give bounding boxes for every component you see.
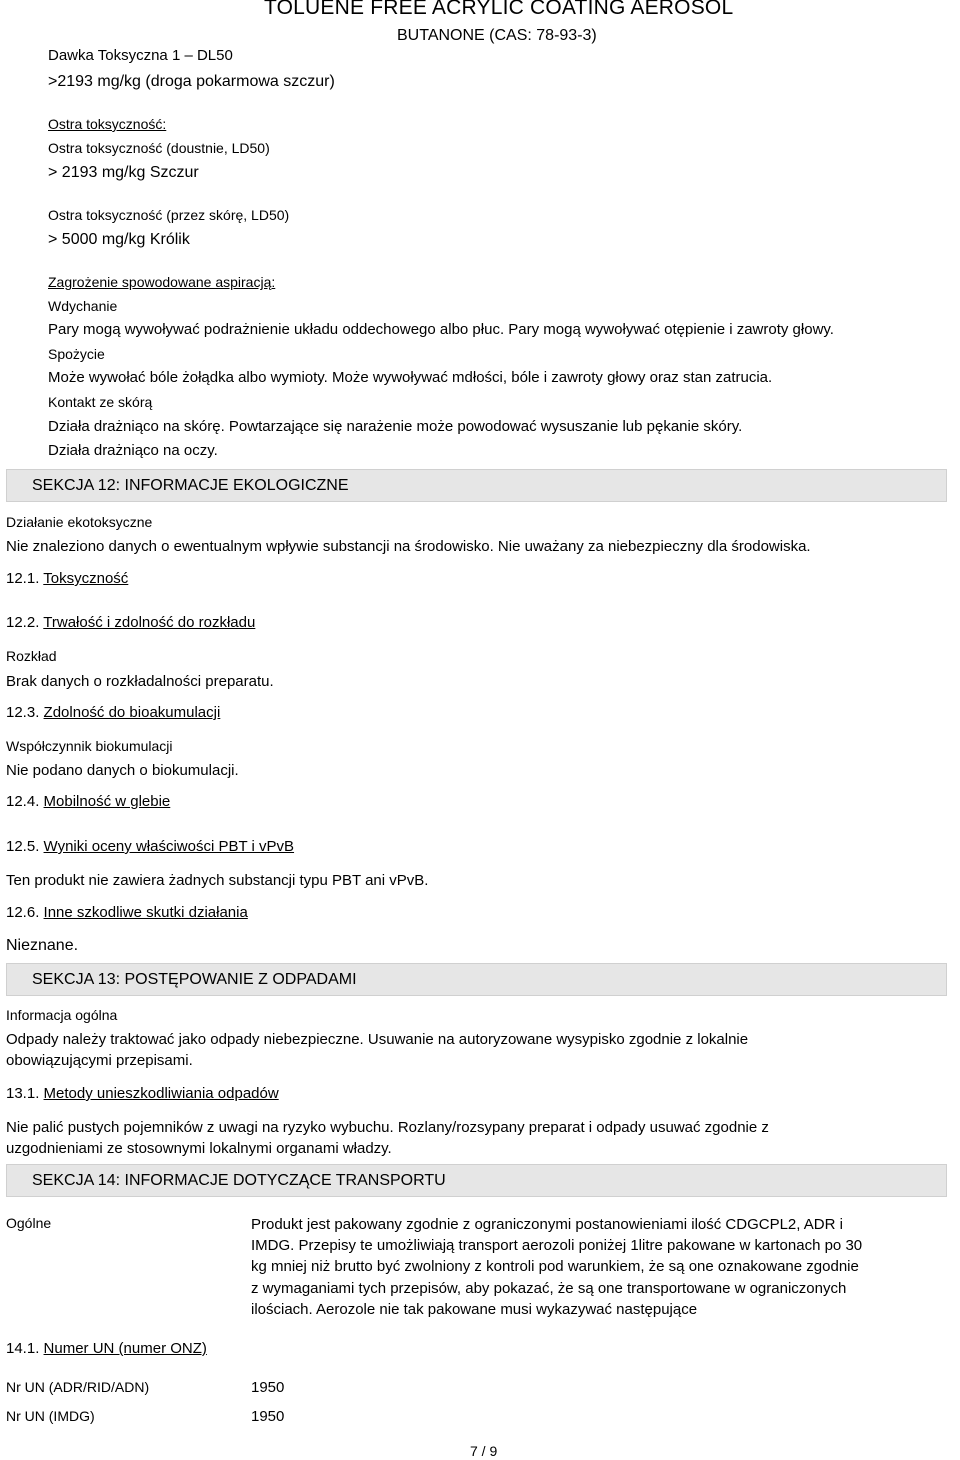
transport-general-line-1: Produkt jest pakowany zgodnie z ograniczonymi postanowieniami ilość CDGCPL2, ADR i	[251, 1216, 843, 1233]
subsection-title: Inne szkodliwe skutki działania	[43, 904, 248, 921]
substance-name: BUTANONE (CAS: 78-93-3)	[397, 27, 597, 44]
aspiration-heading: Zagrożenie spowodowane aspiracją:	[48, 274, 276, 290]
subsection-number: 14.1.	[6, 1340, 40, 1357]
subsection-number: 12.3.	[6, 704, 40, 721]
subsection-number: 12.6.	[6, 904, 40, 921]
un-number-imdg-label: Nr UN (IMDG)	[6, 1408, 95, 1424]
waste-info-label: Informacja ogólna	[6, 1007, 118, 1023]
pbt-text: Ten produkt nie zawiera żadnych substancji typu PBT ani vPvB.	[6, 872, 429, 889]
transport-general-line-5: ilościach. Aerozole nie tak pakowane musi wykazywać następujące	[251, 1301, 698, 1318]
waste-methods-line-2: uzgodnieniami ze stosownymi lokalnymi organami władzy.	[6, 1140, 392, 1157]
subsection-14-1	[6, 1340, 207, 1358]
section-13-header	[6, 963, 947, 996]
subsection-number: 12.5.	[6, 838, 40, 855]
subsection-title: Toksyczność	[43, 570, 129, 587]
section-14-header	[6, 1164, 947, 1197]
subsection-12-4	[6, 793, 170, 811]
bioaccumulation-text: Nie podano danych o biokumulacji.	[6, 762, 239, 779]
page-number: 7 / 9	[470, 1443, 498, 1459]
un-number-imdg-value: 1950	[251, 1408, 285, 1425]
section-12-title: SEKCJA 12: INFORMACJE EKOLOGICZNE	[32, 477, 349, 494]
section-14-title: SEKCJA 14: INFORMACJE DOTYCZĄCE TRANSPORTU	[32, 1172, 446, 1189]
dermal-toxicity-value: > 5000 mg/kg Królik	[48, 231, 190, 248]
transport-general-label: Ogólne	[6, 1215, 52, 1231]
subsection-title: Numer UN (numer ONZ)	[43, 1340, 207, 1357]
section-12-header	[6, 469, 947, 502]
subsection-title: Zdolność do bioakumulacji	[43, 704, 221, 721]
inhalation-label: Wdychanie	[48, 298, 118, 314]
subsection-12-2	[6, 614, 255, 632]
transport-general-line-4: z wymaganiami tych przepisów, aby pokazać, że są one transportowane w ograniczonych	[251, 1280, 847, 1297]
eye-irritation-text: Działa drażniąco na oczy.	[48, 442, 218, 459]
degradation-text: Brak danych o rozkładalności preparatu.	[6, 673, 274, 690]
other-effects-text: Nieznane.	[6, 937, 79, 954]
dose-value: >2193 mg/kg (droga pokarmowa szczur)	[48, 73, 335, 90]
dose-label: Dawka Toksyczna 1 – DL50	[48, 47, 233, 64]
waste-methods-line-1: Nie palić pustych pojemników z uwagi na ryzyko wybuchu. Rozlany/rozsypany preparat i odpady usuwać zgodnie z	[6, 1119, 769, 1136]
subsection-12-5	[6, 838, 294, 856]
subsection-12-3	[6, 704, 220, 722]
subsection-13-1	[6, 1085, 279, 1103]
subsection-title: Trwałość i zdolność do rozkładu	[43, 614, 256, 631]
ingestion-label: Spożycie	[48, 346, 105, 362]
subsection-title: Mobilność w glebie	[43, 793, 171, 810]
subsection-number: 12.2.	[6, 614, 40, 631]
waste-info-line-2: obowiązującymi przepisami.	[6, 1052, 193, 1069]
section-13-title: SEKCJA 13: POSTĘPOWANIE Z ODPADAMI	[32, 971, 357, 988]
oral-toxicity-label: Ostra toksyczność (doustnie, LD50)	[48, 140, 270, 156]
dermal-toxicity-label: Ostra toksyczność (przez skórę, LD50)	[48, 207, 290, 223]
ingestion-text: Może wywołać bóle żołądka albo wymioty. Może wywoływać mdłości, bóle i zawroty głowy oraz stan zatrucia.	[48, 369, 773, 386]
subsection-number: 12.1.	[6, 570, 40, 587]
transport-general-line-3: kg mniej niż brutto być zwolniony z kontroli pod warunkiem, że są one oznakowane zgodnie	[251, 1258, 859, 1275]
degradation-label: Rozkład	[6, 648, 57, 664]
subsection-title: Wyniki oceny właściwości PBT i vPvB	[43, 838, 295, 855]
subsection-12-1	[6, 570, 128, 588]
document-title: TOLUENE FREE ACRYLIC COATING AEROSOL	[264, 0, 734, 19]
subsection-title: Metody unieszkodliwiania odpadów	[43, 1085, 279, 1102]
transport-general-line-2: IMDG. Przepisy te umożliwiają transport aerozoli poniżej 1litre pakowane w kartonach po 30	[251, 1237, 863, 1254]
bioaccumulation-label: Współczynnik biokumulacji	[6, 738, 173, 754]
ecotox-label: Działanie ekotoksyczne	[6, 514, 153, 530]
un-number-adr-value: 1950	[251, 1379, 285, 1396]
subsection-number: 12.4.	[6, 793, 40, 810]
ecotox-text: Nie znaleziono danych o ewentualnym wpływie substancji na środowisko. Nie uważany za niebezpieczny dla środowiska.	[6, 538, 811, 555]
acute-toxicity-heading: Ostra toksyczność:	[48, 116, 167, 132]
skin-contact-text: Działa drażniąco na skórę. Powtarzające się narażenie może powodować wysuszanie lub pękanie skóry.	[48, 418, 743, 435]
subsection-12-6	[6, 904, 248, 922]
waste-info-line-1: Odpady należy traktować jako odpady niebezpieczne. Usuwanie na autoryzowane wysypisko zgodnie z lokalnie	[6, 1031, 749, 1048]
subsection-number: 13.1.	[6, 1085, 40, 1102]
inhalation-text: Pary mogą wywoływać podrażnienie układu oddechowego albo płuc. Pary mogą wywoływać otępienie i zawroty głowy.	[48, 321, 834, 338]
oral-toxicity-value: > 2193 mg/kg Szczur	[48, 164, 199, 181]
skin-contact-label: Kontakt ze skórą	[48, 394, 153, 410]
un-number-adr-label: Nr UN (ADR/RID/ADN)	[6, 1379, 150, 1395]
